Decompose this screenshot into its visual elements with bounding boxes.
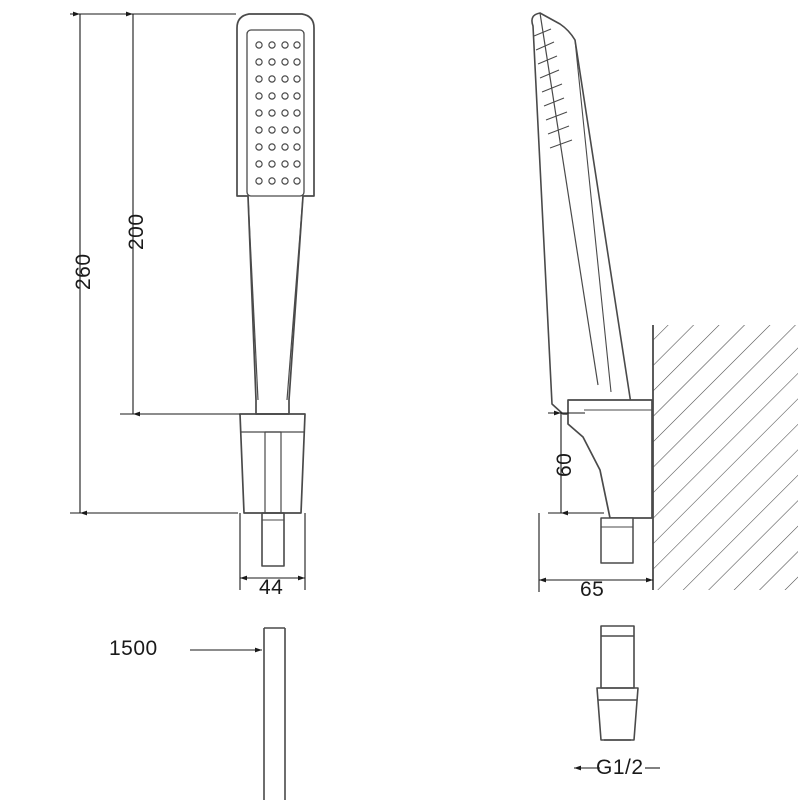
dimension-label-wall-projection: 65 [580,578,605,601]
side-view-geometry [532,13,652,563]
dimension-label-overall-height: 260 [72,253,95,290]
dimension-label-hose-length: 1500 [109,637,158,660]
dimension-label-thread-size: G1/2 [596,756,644,779]
dimension-label-bracket-height: 60 [553,452,576,477]
front-view-dimension-lines [70,14,305,590]
hose-geometry [264,628,285,800]
wall-section [653,325,798,590]
connector-geometry [597,626,638,740]
dimension-label-head-height: 200 [125,213,148,250]
dimension-label-head-width: 44 [259,576,284,599]
nozzle-grid [256,42,300,184]
